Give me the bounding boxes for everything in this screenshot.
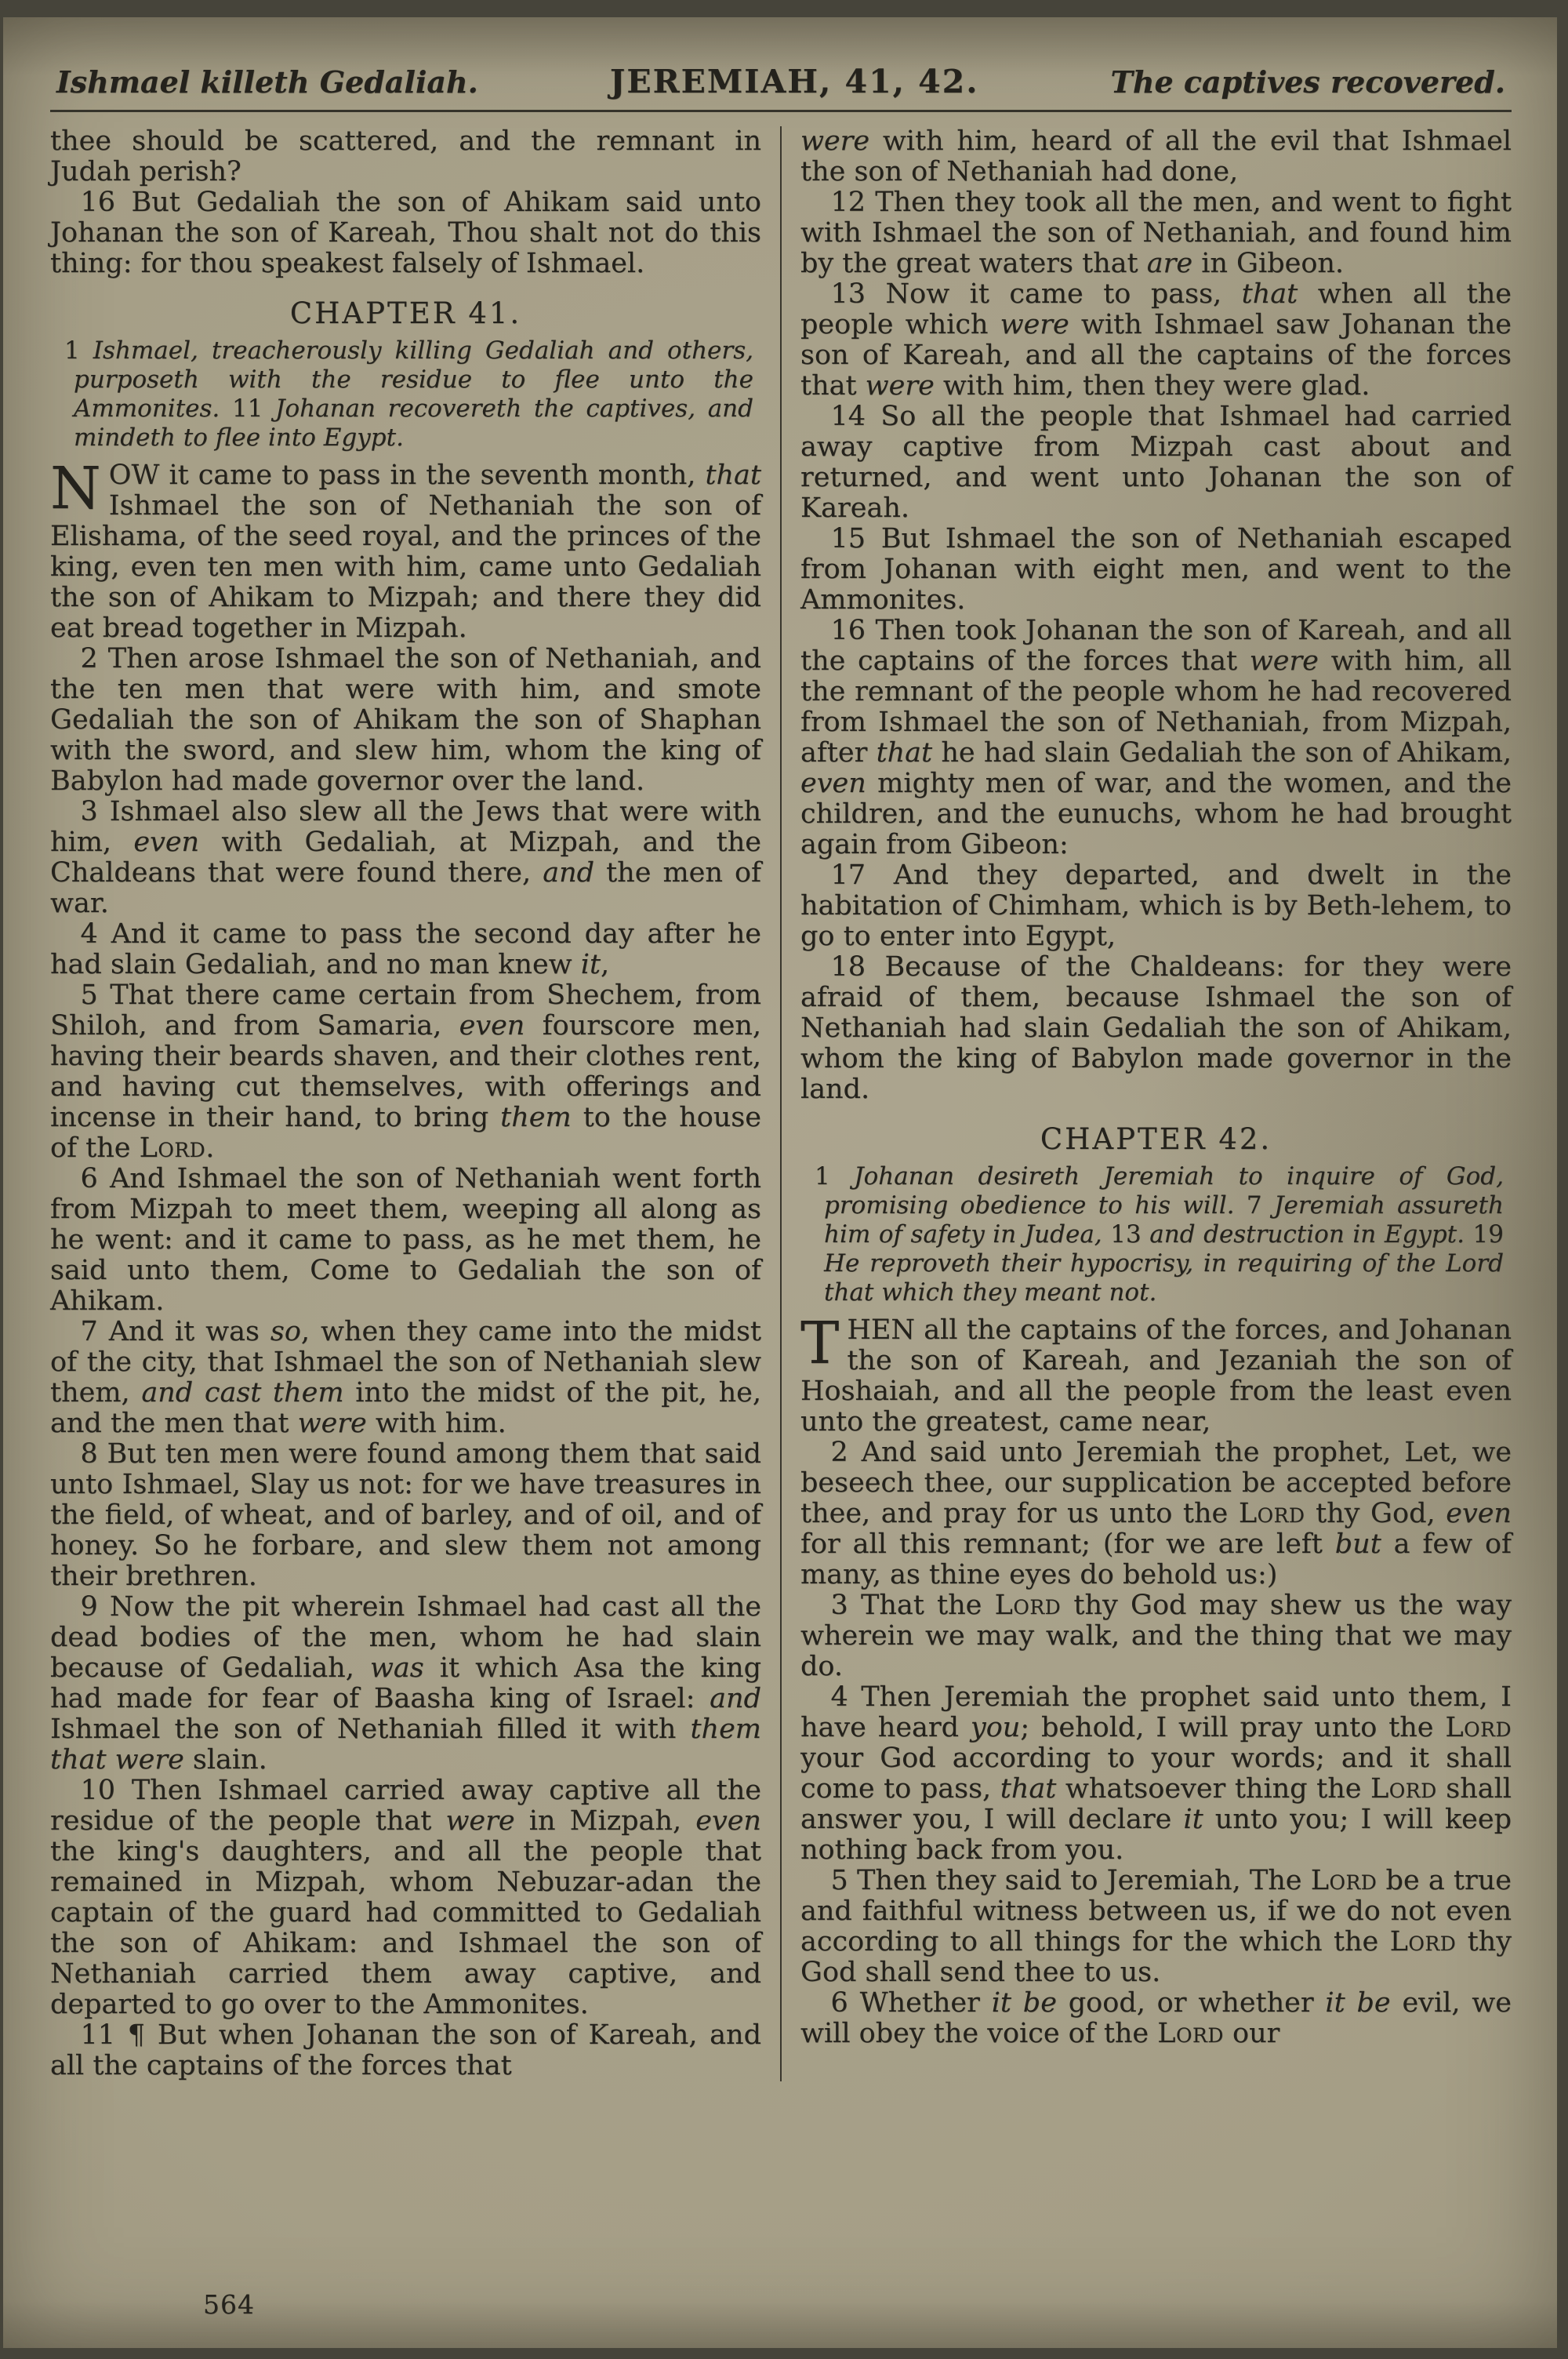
verse-paragraph: 2 Then arose Ishmael the son of Nethaniah, and the ten men that were with him, and smote Gedaliah the son of Ahikam the son of Shaphan with the sword, and slew him, whom the king of Babylon had made governor over the land. bbox=[50, 643, 761, 797]
verse-paragraph: 6 And Ishmael the son of Nethaniah went forth from Mizpah to meet them, weeping all along as he went: and it came to pass, as he met them, he said unto them, Come to Gedaliah the son of Ahikam. bbox=[50, 1163, 761, 1317]
verse-paragraph: 14 So all the people that Ishmael had carried away captive from Mizpah cast about and returned, and went unto Johanan the son of Kareah. bbox=[800, 401, 1512, 524]
verse-paragraph: 7 And it was so, when they came into the midst of the city, that Ishmael the son of Nethaniah slew them, and cast them into the midst of the pit, he, and the men that were with him. bbox=[50, 1316, 761, 1439]
book-page bbox=[3, 17, 1557, 2348]
verse-paragraph: thee should be scattered, and the remnant in Judah perish? bbox=[50, 125, 761, 187]
verse-paragraph: 17 And they departed, and dwelt in the habitation of Chimham, which is by Beth-lehem, to go to enter into Egypt, bbox=[800, 860, 1512, 952]
verse-paragraph: THEN all the captains of the forces, and Johanan the son of Kareah, and Jezaniah the son of Hoshaiah, and all the people from the least even unto the greatest, came near, bbox=[800, 1310, 1512, 1438]
verse-paragraph: 4 And it came to pass the second day after he had slain Gedaliah, and no man knew it, bbox=[50, 918, 761, 980]
verse-paragraph: 5 That there came certain from Shechem, from Shiloh, and from Samaria, even fourscore men, having their beards shaven, and their clothes rent, and having cut themselves, with offerings and incense in their hand, to bring them to the house of the Lord. bbox=[50, 980, 761, 1164]
header-rule bbox=[50, 110, 1512, 112]
chapter-heading: CHAPTER 41. bbox=[289, 296, 522, 330]
running-head-right: The captives recovered. bbox=[1110, 64, 1505, 100]
running-head-title: JEREMIAH, 41, 42. bbox=[609, 63, 979, 100]
drop-cap: T bbox=[800, 1310, 840, 1377]
text-column-left bbox=[50, 126, 780, 2081]
verse-paragraph: 13 Now it came to pass, that when all the people which were with Ishmael saw Johanan the son of Kareah, and all the captains of the forces that were with him, then they were glad. bbox=[800, 278, 1512, 402]
verse-paragraph: NOW it came to pass in the seventh month, that Ishmael the son of Nethaniah the son of Elishama, of the seed royal, and the princes of the king, even ten men with him, came unto Gedaliah the son of Ahikam to Mizpah; and there they did eat bread together in Mizpah. bbox=[50, 455, 761, 644]
verse-paragraph: 3 That the Lord thy God may shew us the way wherein we may walk, and the thing that we may do. bbox=[800, 1590, 1512, 1682]
verse-paragraph: 3 Ishmael also slew all the Jews that were with him, even with Gedaliah, at Mizpah, and the Chaldeans that were found there, and the men of war. bbox=[50, 796, 761, 919]
verse-paragraph: 18 Because of the Chaldeans: for they were afraid of them, because Ishmael the son of Nethaniah had slain Gedaliah the son of Ahikam, whom the king of Babylon made governor in the land. bbox=[800, 951, 1512, 1105]
verse-paragraph: 15 But Ishmael the son of Nethaniah escaped from Johanan with eight men, and went to the Ammonites. bbox=[800, 523, 1512, 616]
running-head-left: Ishmael killeth Gedaliah. bbox=[56, 64, 478, 100]
verse-paragraph: 9 Now the pit wherein Ishmael had cast all the dead bodies of the men, whom he had slain because of Gedaliah, was it which Asa the king had made for fear of Baasha king of Israel: and Ishmael the son of Nethaniah filled it with them that were slain. bbox=[50, 1591, 761, 1776]
verse-paragraph: 5 Then they said to Jeremiah, The Lord be a true and faithful witness between us, if we do not even according to all things for the which the Lord thy God shall send thee to us. bbox=[800, 1865, 1512, 1988]
verse-paragraph: 11 ¶ But when Johanan the son of Kareah, and all the captains of the forces that bbox=[50, 2019, 761, 2081]
running-head bbox=[56, 63, 1505, 100]
verse-paragraph: 10 Then Ishmael carried away captive all the residue of the people that were in Mizpah, even the king's daughters, and all the people that remained in Mizpah, whom Nebuzar-adan the captain of the guard had committed to Gedaliah the son of Ahikam: and Ishmael the son of Nethaniah carried them away captive, and departed to go over to the Ammonites. bbox=[50, 1775, 761, 2020]
verse-paragraph: 16 But Gedaliah the son of Ahikam said unto Johanan the son of Kareah, Thou shalt not do this thing: for thou speakest falsely of Ishmael. bbox=[50, 187, 761, 279]
verse-paragraph: 8 But ten men were found among them that said unto Ishmael, Slay us not: for we have treasures in the field, of wheat, and of barley, and of oil, and of honey. So he forbare, and slew them not among their brethren. bbox=[50, 1438, 761, 1592]
verse-paragraph: 12 Then they took all the men, and went to fight with Ishmael the son of Nethaniah, and found him by the great waters that are in Gibeon. bbox=[800, 187, 1512, 279]
verse-paragraph: were with him, heard of all the evil that Ishmael the son of Nethaniah had done, bbox=[800, 125, 1512, 187]
verse-paragraph: 2 And said unto Jeremiah the prophet, Let, we beseech thee, our supplication be accepted before thee, and pray for us unto the Lord thy God, even for all this remnant; (for we are left but a few of many, as thine eyes do behold us:) bbox=[800, 1437, 1512, 1590]
text-columns bbox=[50, 126, 1512, 2081]
drop-cap: N bbox=[50, 455, 101, 522]
verse-paragraph: 6 Whether it be good, or whether it be evil, we will obey the voice of the Lord our bbox=[800, 1987, 1512, 2049]
verse-paragraph: 4 Then Jeremiah the prophet said unto them, I have heard you; behold, I will pray unto the Lord your God according to your words; and it shall come to pass, that whatsoever thing the Lord shall answer you, I will declare it unto you; I will keep nothing back from you. bbox=[800, 1681, 1512, 1866]
text-column-right bbox=[780, 126, 1512, 2081]
verse-paragraph: 16 Then took Johanan the son of Kareah, and all the captains of the forces that were with him, all the remnant of the people whom he had recovered from Ishmael the son of Nethaniah, from Mizpah, after that he had slain Gedaliah the son of Ahikam, even mighty men of war, and the women, and the children, and the eunuchs, whom he had brought again from Gibeon: bbox=[800, 615, 1512, 860]
chapter-summary: 1 Ishmael, treacherously killing Gedaliah and others, purposeth with the residue to flee unto the Ammonites. 11 Johanan recovereth the captives, and mindeth to flee into Egypt. bbox=[64, 336, 753, 452]
chapter-summary: 1 Johanan desireth Jeremiah to inquire of God, promising obedience to his will. 7 Jeremiah assureth him of safety in Judea, 13 and destruction in Egypt. 19 He reproveth their hypocrisy, in requiring of the Lord that which they meant not. bbox=[815, 1162, 1504, 1307]
page-number: 564 bbox=[203, 2289, 255, 2320]
chapter-heading: CHAPTER 42. bbox=[1040, 1122, 1272, 1156]
